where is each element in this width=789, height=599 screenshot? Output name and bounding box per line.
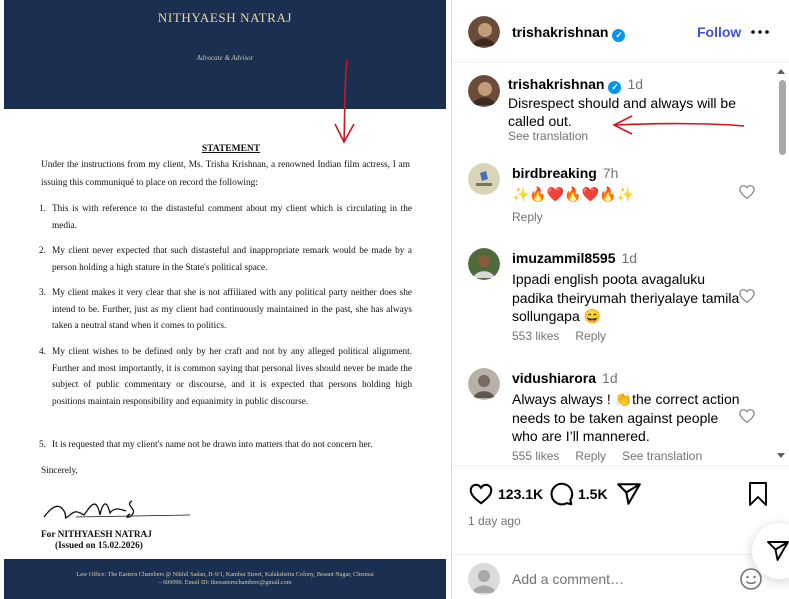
share-icon[interactable] xyxy=(616,481,642,507)
post-sidebar xyxy=(451,0,789,599)
item-text: My client never expected that such distasteful and inappropriate remark would be made by a person holding a high stature in the State's political space. xyxy=(52,246,412,273)
scrollbar-thumb[interactable] xyxy=(779,80,786,155)
timestamp[interactable]: 1d xyxy=(602,370,618,386)
footer-email: – 600090. Email ID: theeasternchambers@gmail.com xyxy=(158,579,292,586)
see-translation-link[interactable]: See translation xyxy=(622,449,703,463)
heart-icon[interactable] xyxy=(738,183,756,201)
verified-badge-icon: ✓ xyxy=(612,29,625,42)
caption-text: Disrespect should and always will be called out. xyxy=(508,95,736,129)
caption-username-row xyxy=(508,76,643,94)
letterhead xyxy=(4,0,446,109)
item-text: This is with reference to the distasteful comment about my client which is circulating in the media. xyxy=(52,204,412,231)
annotation-arrow-left xyxy=(610,110,746,140)
comment-meta xyxy=(512,329,622,343)
direct-message-icon xyxy=(766,539,789,563)
annotation-arrow-down xyxy=(330,58,360,148)
comment-meta xyxy=(512,210,559,224)
signatory-name: For NITHYAESH NATRAJ xyxy=(41,530,152,540)
heart-icon[interactable] xyxy=(738,407,756,425)
add-comment-bar xyxy=(452,554,789,599)
bookmark-icon[interactable] xyxy=(746,481,770,507)
item-number: 2. xyxy=(39,246,46,256)
verified-badge-icon: ✓ xyxy=(608,81,621,94)
item-number: 4. xyxy=(39,347,46,357)
add-comment-input[interactable] xyxy=(512,569,732,589)
statement-item xyxy=(39,285,412,335)
username[interactable]: trishakrishnan xyxy=(508,76,605,92)
reply-button[interactable]: Reply xyxy=(575,449,607,463)
item-text: It is requested that my client's name not be drawn into matters that do not concern her. xyxy=(52,440,373,450)
closing: Sincerely, xyxy=(41,466,78,476)
like-count[interactable]: 123.1K xyxy=(498,486,544,502)
firm-title: Advocate & Advisor xyxy=(196,54,254,62)
see-translation-link[interactable]: See translation xyxy=(508,129,589,143)
comment-meta xyxy=(512,449,718,463)
comment-icon[interactable] xyxy=(548,481,574,507)
avatar[interactable] xyxy=(468,248,500,280)
username[interactable]: imuzammil8595 xyxy=(512,250,616,266)
letter-body xyxy=(0,109,451,559)
header-username-row[interactable] xyxy=(512,24,625,42)
statement-item xyxy=(39,437,412,454)
username[interactable]: vidushiarora xyxy=(512,370,597,386)
firm-name: NITHYAESH NATRAJ xyxy=(157,10,293,25)
item-text: My client makes it very clear that she is not affiliated with any political party neither does she intend to be. Further, just as my client had continuously maintained in the past, she has always taken a neutral stand when it comes to politics. xyxy=(52,288,412,331)
avatar[interactable] xyxy=(468,16,500,48)
footer-address: Law Office: The Eastern Chambers @ Nikhil Sadan, H-9/1, Kambar Street, Kalakshetra Colony, Besant Nagar, Chennai xyxy=(76,571,374,578)
letter-footer xyxy=(4,559,446,599)
username[interactable]: birdbreaking xyxy=(512,165,597,181)
statement-heading: STATEMENT xyxy=(201,144,261,154)
statement-item xyxy=(39,344,412,410)
likes-count[interactable]: 555 likes xyxy=(512,449,560,463)
timestamp[interactable]: 1d xyxy=(621,250,638,266)
reply-button[interactable]: Reply xyxy=(512,210,543,224)
handwritten-signature xyxy=(40,487,200,527)
timestamp[interactable]: 1d xyxy=(627,76,644,92)
statement-item xyxy=(39,243,412,276)
issue-date: (Issued on 15.02.2026) xyxy=(55,541,143,551)
comment-text: Ippadi english poota avagaluku padika theiryumah theriyalaye tamila sollungapa 😄 xyxy=(512,271,740,324)
avatar[interactable] xyxy=(468,75,500,107)
item-number: 5. xyxy=(39,440,46,450)
comment-header xyxy=(512,250,637,266)
comment-text: Always always ! 👏the correct action needs to be taken against people who are I’ll mannered. xyxy=(512,391,740,444)
timestamp[interactable]: 7h xyxy=(602,165,619,181)
comments-list[interactable] xyxy=(452,63,789,465)
heart-icon[interactable] xyxy=(468,481,494,507)
scroll-down-arrow-icon[interactable] xyxy=(776,452,786,460)
comment-text: ✨🔥❤️🔥❤️🔥✨ xyxy=(512,186,635,202)
post-header xyxy=(452,0,789,63)
comment-header xyxy=(512,370,618,386)
follow-button[interactable]: Follow xyxy=(697,24,742,40)
statement-intro: Under the instructions from my client, Ms. Trisha Krishnan, a renowned Indian film actress, I am issuing this communiqué to place on record the following: xyxy=(41,160,410,188)
avatar xyxy=(468,563,500,595)
heart-icon[interactable] xyxy=(738,287,756,305)
comment-header xyxy=(512,165,618,181)
item-text: My client wishes to be defined only by her craft and not by any alleged political alignment. Further and most importantly, it is common saying that personal lives should never be made the subject of public commentary or discourse, and it is expected that persons holding high positions maintain responsibility and equanimity in public discourse. xyxy=(52,347,412,407)
item-number: 3. xyxy=(39,288,46,298)
avatar[interactable] xyxy=(468,368,500,400)
likes-count[interactable]: 553 likes xyxy=(512,329,560,343)
scroll-up-arrow-icon[interactable] xyxy=(776,67,786,75)
reply-button[interactable]: Reply xyxy=(575,329,607,343)
username[interactable]: trishakrishnan xyxy=(512,24,609,40)
item-number: 1. xyxy=(39,204,46,214)
comment-count[interactable]: 1.5K xyxy=(578,486,608,502)
statement-item xyxy=(39,201,412,234)
more-options-icon[interactable] xyxy=(750,22,770,42)
post-date[interactable]: 1 day ago xyxy=(468,514,521,528)
post-actions xyxy=(452,465,789,599)
avatar[interactable] xyxy=(468,163,500,195)
